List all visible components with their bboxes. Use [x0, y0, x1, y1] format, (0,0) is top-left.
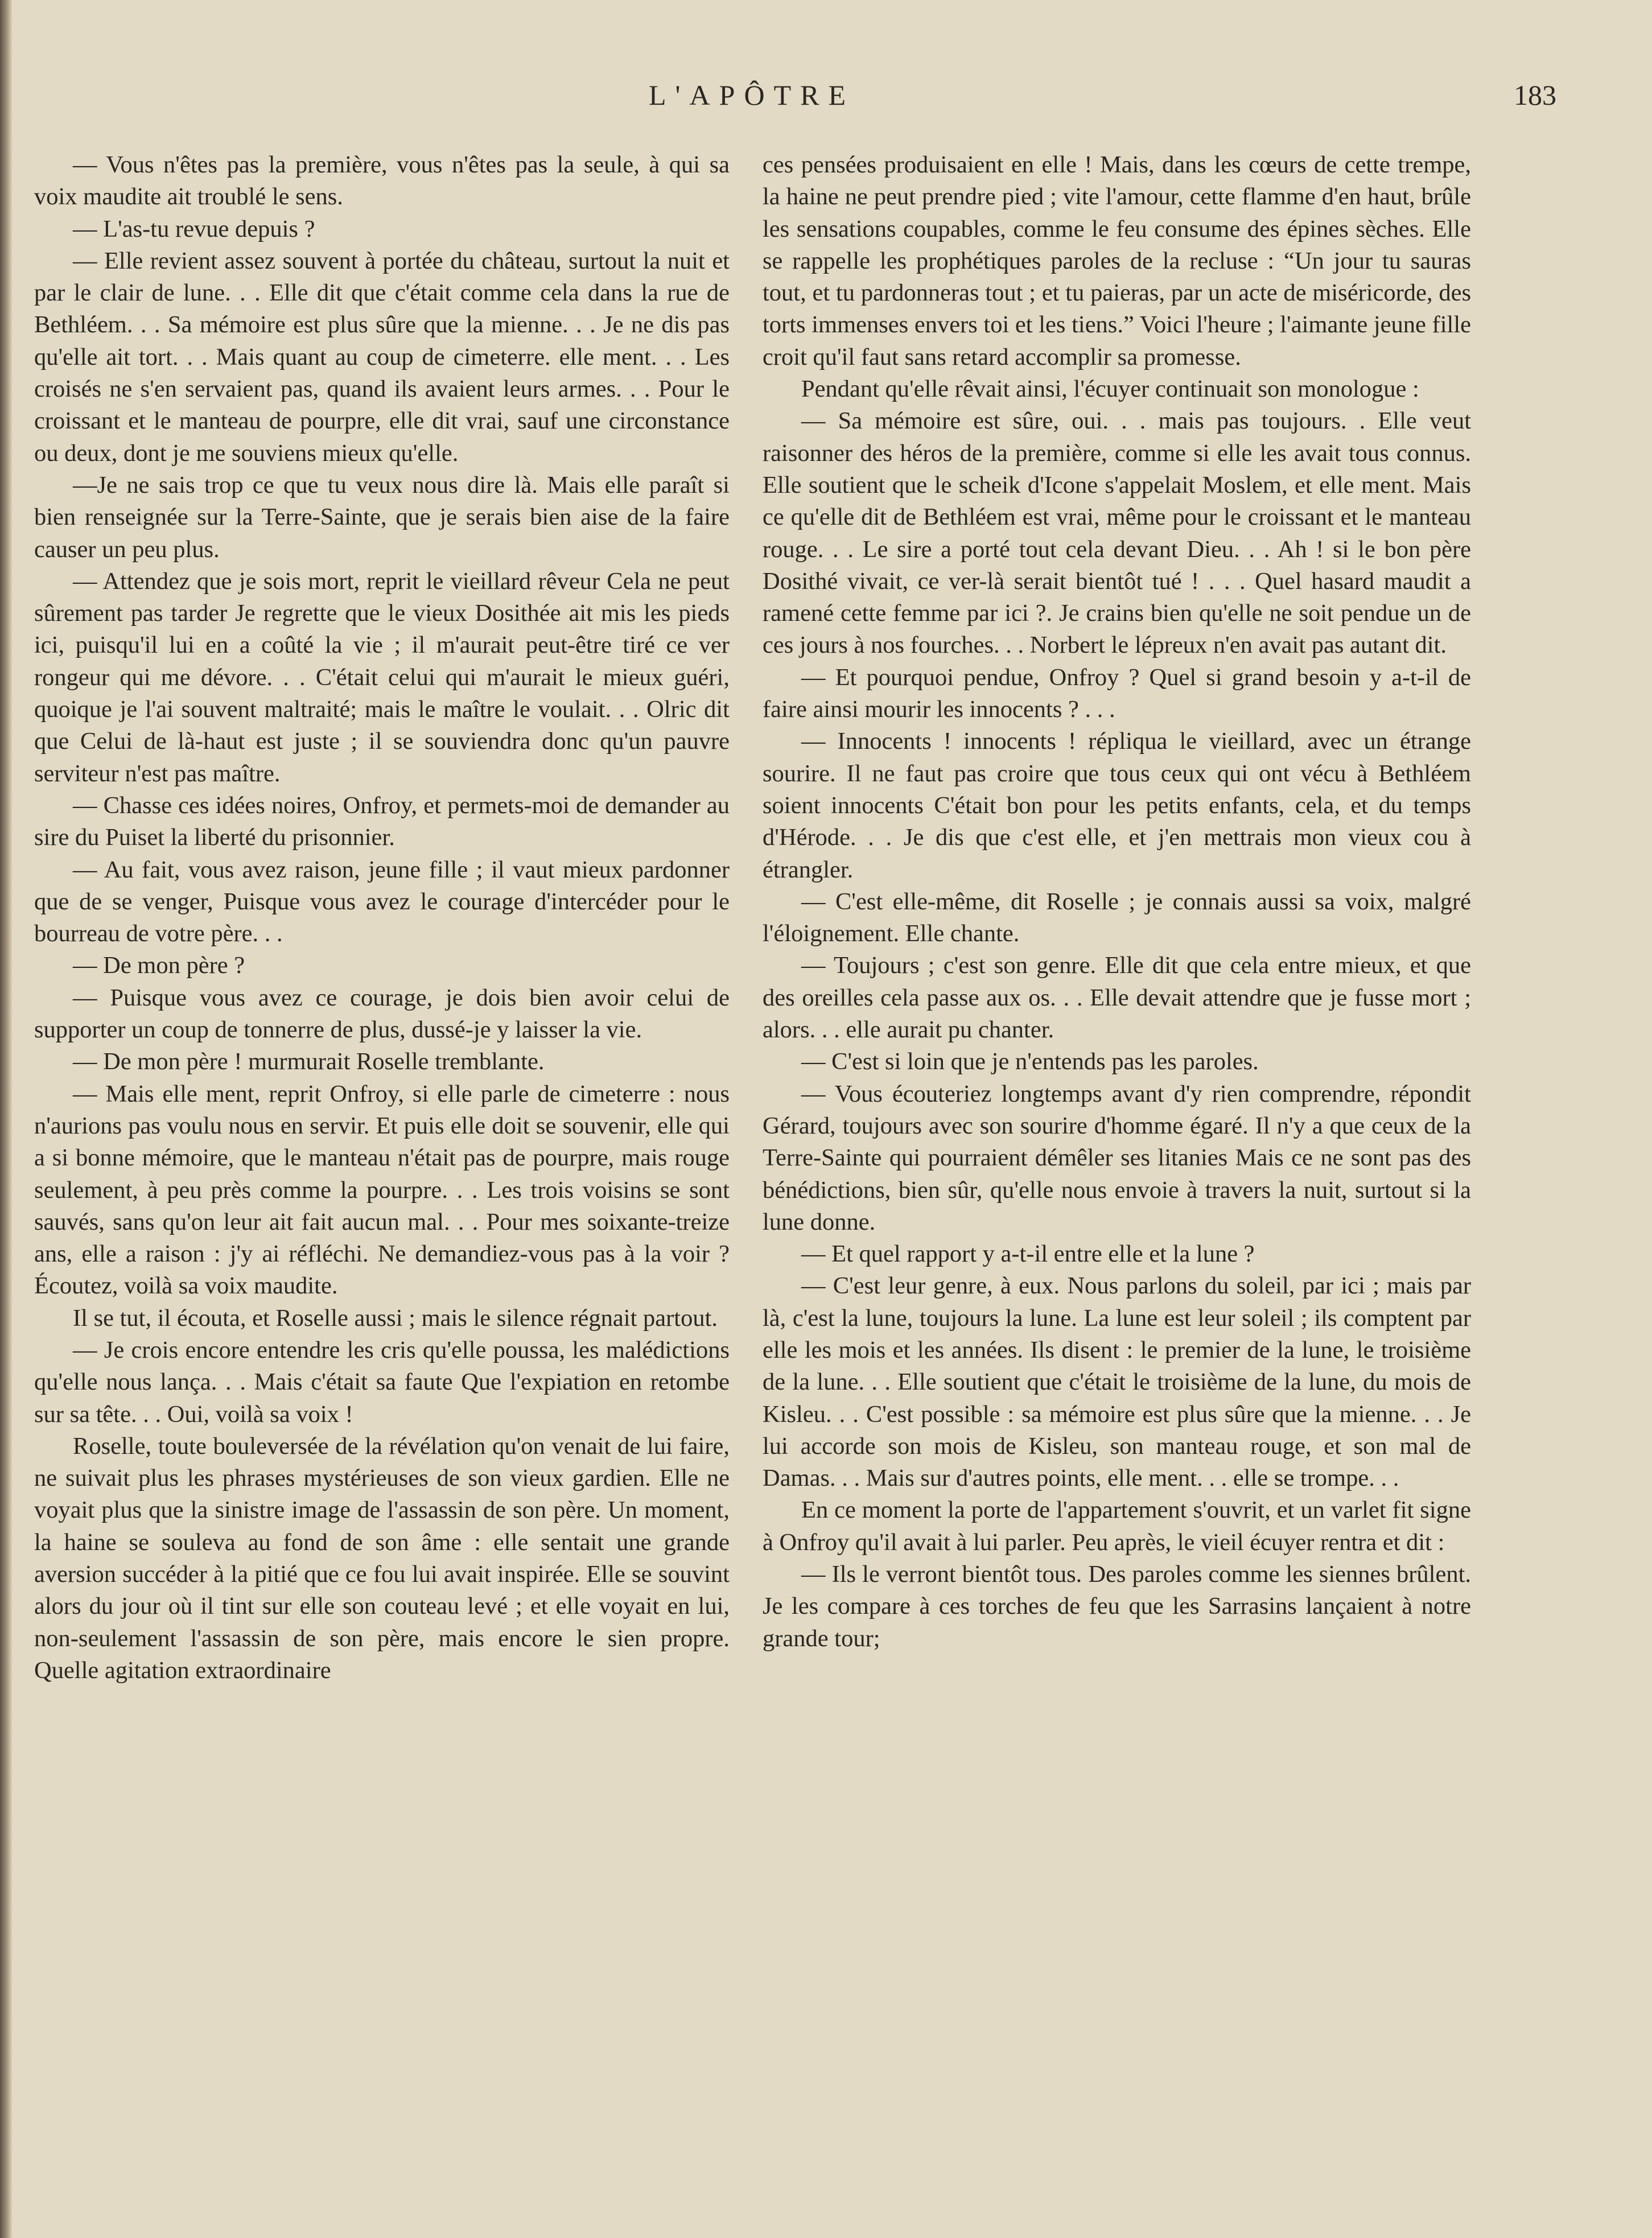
paragraph: — Innocents ! innocents ! répliqua le vieillard, avec un étrange sourire. Il ne faut pas croire que tous ceux qui ont vécu à Bethléem soient innocents C'était bon pour les petits enfants, cela, et du temps d'Hérode. . . Je dis que c'est elle, et j'en mettrais mon vieux cou à étrangler. [763, 728, 1471, 883]
paragraph: — Et pourquoi pendue, Onfroy ? Quel si grand besoin y a-t-il de faire ainsi mourir les innocents ? . . . [763, 663, 1471, 723]
paragraph: — Ils le verront bientôt tous. Des paroles comme les siennes brûlent. Je les compare à ces torches de feu que les Sarrasins lançaient à notre grande tour; [763, 1561, 1471, 1652]
left-column [34, 149, 730, 1687]
paragraph: —Je ne sais trop ce que tu veux nous dire là. Mais elle paraît si bien renseignée sur la Terre-Sainte, que je serais bien aise de la faire causer un peu plus. [34, 471, 730, 563]
paragraph: — Mais elle ment, reprit Onfroy, si elle parle de cimeterre : nous n'aurions pas voulu nous en servir. Et puis elle doit se souvenir, elle qui a si bonne mémoire, que le manteau n'était pas de pourpre, mais rouge seulement, à peu près comme la pourpre. . . Les trois voisins se sont sauvés, sans qu'on leur ait fait aucun mal. . . Pour mes soixante-treize ans, elle a raison : j'y ai réfléchi. Ne demandiez-vous pas à la voir ? Écoutez, voilà sa voix maudite. [34, 1080, 730, 1300]
paragraph: — Et quel rapport y a-t-il entre elle et la lune ? [801, 1240, 1255, 1268]
paragraph: — Sa mémoire est sûre, oui. . . mais pas toujours. . Elle veut raisonner des héros de la première, comme si elle les avait tous connus. Elle soutient que le scheik d'Icone s'appelait Moslem, et elle ment. Mais ce qu'elle dit de Bethléem est vrai, même pour le croissant et le manteau rouge. . . Le sire a porté tout cela devant Dieu. . . Ah ! si le bon père Dosithé vivait, ce ver-là serait bientôt tué ! . . . Quel hasard maudit a ramené cette femme par ici ?. Je crains bien qu'elle ne soit pendue un de ces jours à nos fourches. . . Norbert le lépreux n'en avait pas autant dit. [763, 407, 1471, 659]
paragraph: — Toujours ; c'est son genre. Elle dit que cela entre mieux, et que des oreilles cela passe aux os. . . Elle devait attendre que je fusse mort ; alors. . . elle aurait pu chanter. [763, 952, 1471, 1044]
page-spine-shadow [0, 0, 13, 2238]
paragraph: — C'est si loin que je n'entends pas les paroles. [801, 1048, 1259, 1075]
paragraph: — De mon père ! murmurait Roselle tremblante. [73, 1048, 545, 1075]
paragraph: — Au fait, vous avez raison, jeune fille ; il vaut mieux pardonner que de se venger, Puisque vous avez le courage d'intercéder pour le bourreau de votre père. . . [34, 856, 730, 947]
paragraph: — Attendez que je sois mort, reprit le vieillard rêveur Cela ne peut sûrement pas tarder Je regrette que le vieux Dosithée ait mis les pieds ici, puisqu'il lui en a coûté la vie ; il m'aurait peut-être tiré ce ver rongeur qui me dévore. . . C'était celui qui m'aurait le mieux guéri, quoique je l'ai souvent maltraité; mais le maître le voulait. . . Olric dit que Celui de là-haut est juste ; il se souviendra donc qu'un pauvre serviteur n'est pas maître. [34, 567, 730, 787]
paragraph: — Puisque vous avez ce courage, je dois bien avoir celui de supporter un coup de tonnerre de plus, dussé-je y laisser la vie. [34, 984, 730, 1044]
paragraph: — Vous n'êtes pas la première, vous n'êtes pas la seule, à qui sa voix maudite ait troublé le sens. [34, 151, 730, 211]
paragraph: — Elle revient assez souvent à portée du château, surtout la nuit et par le clair de lune. . . Elle dit que c'était comme cela dans la rue de Bethléem. . . Sa mémoire est plus sûre que la mienne. . . Je ne dis pas qu'elle ait tort. . . Mais quant au coup de cimeterre. elle ment. . . Les croisés ne s'en servaient pas, quand ils avaient leurs armes. . . Pour le croissant et le manteau de pourpre, elle dit vrai, sauf une circonstance ou deux, dont je me souviens mieux qu'elle. [34, 247, 730, 467]
paragraph: Pendant qu'elle rêvait ainsi, l'écuyer continuait son monologue : [801, 376, 1419, 403]
paragraph: — De mon père ? [73, 952, 245, 979]
paragraph: — C'est elle-même, dit Roselle ; je connais aussi sa voix, malgré l'éloignement. Elle chante. [763, 888, 1471, 947]
paragraph: Roselle, toute bouleversée de la révélation qu'on venait de lui faire, ne suivait plus les phrases mystérieuses de son vieux gardien. Elle ne voyait plus que la sinistre image de l'assassin de son père. Un moment, la haine se souleva au fond de son âme : elle sentait une grande aversion succéder à la pitié que ce fou lui avait inspirée. Elle se souvint alors du jour où il tint sur elle son couteau levé ; et elle voyait en lui, non-seulement l'assassin de son père, mais encore le sien propre. Quelle agitation extraordinaire [34, 1432, 730, 1684]
right-column [763, 149, 1471, 1655]
paragraph: — Je crois encore entendre les cris qu'elle poussa, les malédictions qu'elle nous lança. . . Mais c'était sa faute Que l'expiation en retombe sur sa tête. . . Oui, voilà sa voix ! [34, 1336, 730, 1428]
paragraph: Il se tut, il écouta, et Roselle aussi ; mais le silence régnait partout. [73, 1304, 718, 1332]
paragraph: En ce moment la porte de l'appartement s'ouvrit, et un varlet fit signe à Onfroy qu'il avait à lui parler. Peu après, le vieil écuyer rentra et dit : [763, 1497, 1471, 1556]
page-number: 183 [1514, 79, 1556, 111]
paragraph: — C'est leur genre, à eux. Nous parlons du soleil, par ici ; mais par là, c'est la lune, toujours la lune. La lune est leur soleil ; ils comptent par elle les mois et les années. Ils disent : le premier de la lune, le troisième de la lune. . . Elle soutient que c'était le troisième de la lune, du mois de Kisleu. . . C'est possible : sa mémoire est plus sûre que la mienne. . . Je lui accorde son mois de Kisleu, son manteau rouge, et son mal de Damas. . . Mais sur d'autres points, elle ment. . . elle se trompe. . . [763, 1272, 1471, 1492]
paragraph: — Vous écouteriez longtemps avant d'y rien comprendre, répondit Gérard, toujours avec son sourire d'homme égaré. Il n'y a que ceux de la Terre-Sainte qui pourraient démêler ses litanies Mais ce ne sont pas des bénédictions, bien sûr, qu'elle nous envoie à travers la nuit, surtout si la lune donne. [763, 1080, 1471, 1235]
paragraph: — Chasse ces idées noires, Onfroy, et permets-moi de demander au sire du Puiset la liberté du prisonnier. [34, 792, 730, 851]
page-header [34, 79, 1618, 118]
running-title: L'APÔTRE [649, 79, 855, 111]
paragraph: — L'as-tu revue depuis ? [73, 215, 315, 242]
paragraph-continuation: ces pensées produisaient en elle ! Mais, dans les cœurs de cette trempe, la haine ne peut prendre pied ; vite l'amour, cette flamme d'en haut, brûle les sensations coupables, comme le feu consume des épines sèches. Elle se rappelle les prophétiques paroles de la recluse : “Un jour tu sauras tout, et tu pardonneras tout ; et tu paieras, par un acte de miséricorde, des torts immenses envers toi et les tiens.” Voici l'heure ; l'aimante jeune fille croit qu'il faut sans retard accomplir sa promesse. [763, 151, 1471, 370]
